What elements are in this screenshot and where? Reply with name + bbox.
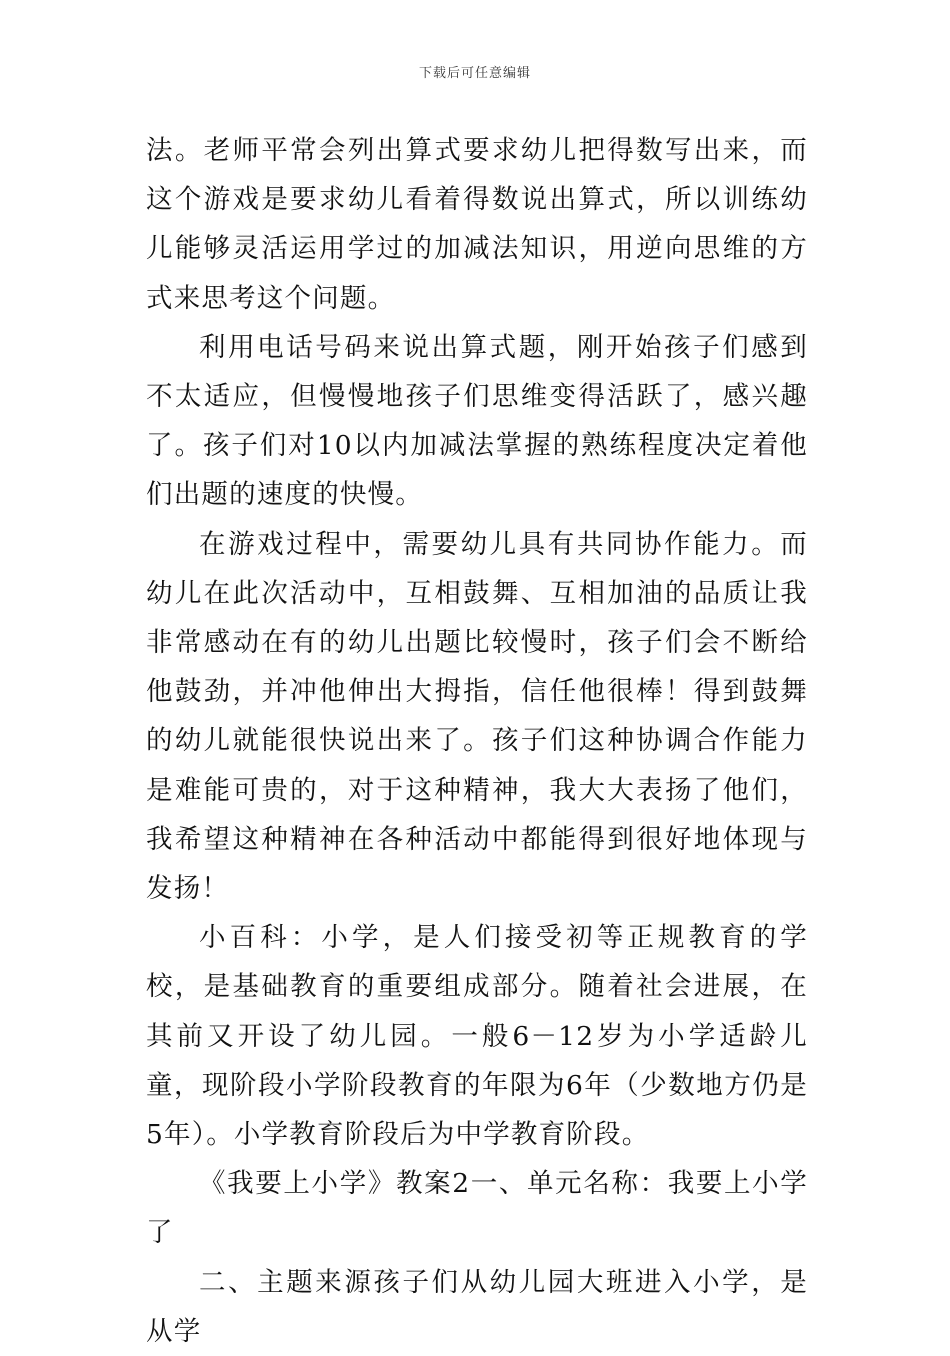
paragraph-encyclopedia: 小百科：小学，是人们接受初等正规教育的学校，是基础教育的重要组成部分。随着社会进展，在其前又开设了幼儿园。一般6－12岁为小学适龄儿童，现阶段小学阶段教育的年限为6年（少数地方仍是5年）。小学教育阶段后为中学教育阶段。 [146, 922, 808, 1151]
paragraph-phone-number-game: 利用电话号码来说出算式题，刚开始孩子们感到不太适应，但慢慢地孩子们思维变得活跃了，感兴趣了。孩子们对10以内加减法掌握的熟练程度决定着他们出题的速度的快慢。 [146, 331, 808, 511]
paragraph-lesson-plan-title: 《我要上小学》教案2一、单元名称：我要上小学了 [146, 1168, 808, 1249]
paragraph-cooperation: 在游戏过程中，需要幼儿具有共同协作能力。而幼儿在此次活动中，互相鼓舞、互相加油的品质让我非常感动在有的幼儿出题比较慢时，孩子们会不断给他鼓劲，并冲他伸出大拇指，信任他很棒！得到鼓舞的幼儿就能很快说出来了。孩子们这种协调合作能力是难能可贵的，对于这种精神，我大大表扬了他们，我希望这种精神在各种活动中都能得到很好地体现与发扬！ [146, 528, 808, 905]
document-body [146, 126, 808, 1356]
page-header: 下载后可任意编辑 [418, 66, 531, 81]
paragraph-theme-source: 二、主题来源孩子们从幼儿园大班进入小学，是从学 [146, 1266, 808, 1347]
paragraph-continuation: 法。老师平常会列出算式要求幼儿把得数写出来，而这个游戏是要求幼儿看着得数说出算式，所以训练幼儿能够灵活运用学过的加减法知识，用逆向思维的方式来思考这个问题。 [146, 135, 808, 314]
